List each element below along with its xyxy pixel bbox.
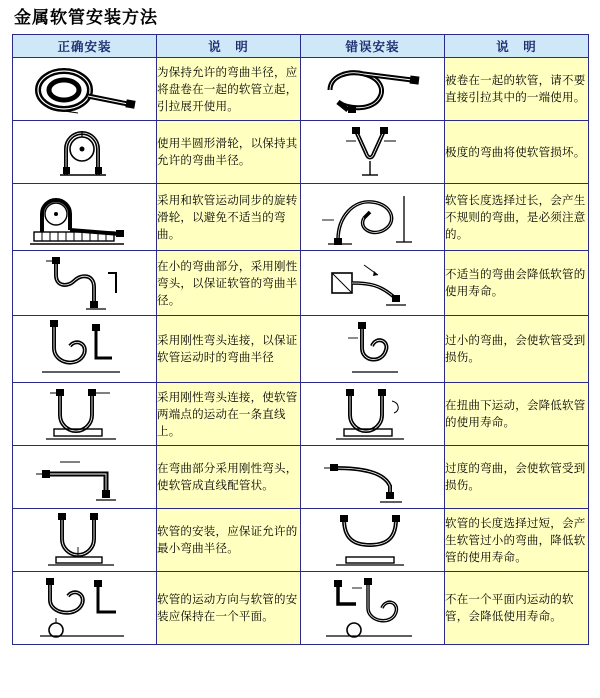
- sharp-bend-hose-figure: [308, 123, 438, 181]
- description-cell-wrong: 被卷在一起的软管，请不要直接引拉其中的一端使用。: [445, 58, 589, 121]
- description-cell-wrong: 不适当的弯曲会降低软管的使用寿命。: [445, 251, 589, 316]
- hose-installation-table: [12, 34, 589, 645]
- out-of-plane-motion-figure: [308, 574, 438, 642]
- figure-cell-wrong: [301, 446, 445, 509]
- figure-cell-correct: [13, 383, 157, 446]
- figure-cell-wrong: [301, 383, 445, 446]
- rigid-bend-small-radius-figure: [20, 253, 150, 313]
- overlong-hose-irregular-bend-figure: [308, 186, 438, 248]
- figure-cell-wrong: [301, 572, 445, 645]
- column-header-correct-description: 说 明: [157, 35, 301, 58]
- semicircular-sheave-figure: [20, 123, 150, 181]
- description-cell-correct: 为保持允许的弯曲半径，应将盘卷在一起的软管立起，引拉展开使用。: [157, 58, 301, 121]
- minimum-bend-radius-install-figure: [20, 511, 150, 569]
- table-row: [13, 383, 589, 446]
- description-cell-correct: 采用刚性弯头连接，以保证软管运动时的弯曲半径: [157, 316, 301, 383]
- rigid-elbow-straight-line-figure: [20, 385, 150, 443]
- straight-piping-rigid-elbow-figure: [20, 448, 150, 506]
- table-header-row: [13, 35, 589, 58]
- coiled-hose-pulled-figure: [308, 60, 438, 118]
- figure-cell-wrong: [301, 58, 445, 121]
- figure-cell-wrong: [301, 184, 445, 251]
- figure-cell-correct: [13, 446, 157, 509]
- synchronized-rotating-sheave-figure: [20, 186, 150, 248]
- page-title: 金属软管安装方法: [14, 8, 158, 28]
- table-row: [13, 121, 589, 184]
- improper-bend-figure: [308, 253, 438, 313]
- table-row: [13, 251, 589, 316]
- figure-cell-wrong: [301, 121, 445, 184]
- column-header-correct-install: 正确安装: [13, 35, 157, 58]
- figure-cell-correct: [13, 509, 157, 572]
- figure-cell-correct: [13, 121, 157, 184]
- description-cell-wrong: 在扭曲下运动，会降低软管的使用寿命。: [445, 383, 589, 446]
- description-cell-correct: 软管的运动方向与软管的安装应保持在一个平面。: [157, 572, 301, 645]
- same-plane-motion-figure: [20, 574, 150, 642]
- description-cell-correct: 采用刚性弯头连接，使软管两端点的运动在一条直线上。: [157, 383, 301, 446]
- description-cell-wrong: 过度的弯曲，会使软管受到损伤。: [445, 446, 589, 509]
- figure-cell-correct: [13, 572, 157, 645]
- column-header-wrong-description: 说 明: [445, 35, 589, 58]
- figure-cell-wrong: [301, 316, 445, 383]
- description-cell-wrong: 不在一个平面内运动的软管，会降低使用寿命。: [445, 572, 589, 645]
- figure-cell-correct: [13, 316, 157, 383]
- description-cell-wrong: 过小的弯曲，会使软管受到损伤。: [445, 316, 589, 383]
- table-row: [13, 58, 589, 121]
- table-row: [13, 446, 589, 509]
- excessive-bend-figure: [308, 448, 438, 506]
- column-header-wrong-install: 错误安装: [301, 35, 445, 58]
- description-cell-correct: 采用和软管运动同步的旋转滑轮，以避免不适当的弯曲。: [157, 184, 301, 251]
- description-cell-correct: 软管的安装，应保证允许的最小弯曲半径。: [157, 509, 301, 572]
- table-row: [13, 572, 589, 645]
- table-row: [13, 184, 589, 251]
- table-row: [13, 316, 589, 383]
- figure-cell-correct: [13, 58, 157, 121]
- figure-cell-correct: [13, 251, 157, 316]
- too-small-bend-figure: [308, 318, 438, 380]
- description-cell-correct: 使用半圆形滑轮，以保持其允许的弯曲半径。: [157, 121, 301, 184]
- table-row: [13, 509, 589, 572]
- description-cell-wrong: 软管的长度选择过短，会产生软管过小的弯曲，降低软管的使用寿命。: [445, 509, 589, 572]
- coiled-hose-standing-figure: [20, 60, 150, 118]
- description-cell-wrong: 极度的弯曲将使软管损坏。: [445, 121, 589, 184]
- too-long-hose-small-bend-figure: [308, 511, 438, 569]
- description-cell-correct: 在小的弯曲部分，采用刚性弯头，以保证软管的弯曲半径。: [157, 251, 301, 316]
- figure-cell-correct: [13, 184, 157, 251]
- rigid-elbow-connection-figure: [20, 318, 150, 380]
- twisting-motion-figure: [308, 385, 438, 443]
- figure-cell-wrong: [301, 251, 445, 316]
- description-cell-wrong: 软管长度选择过长，会产生不规则的弯曲，是必须注意的。: [445, 184, 589, 251]
- description-cell-correct: 在弯曲部分采用刚性弯头，使软管成直线配管状。: [157, 446, 301, 509]
- figure-cell-wrong: [301, 509, 445, 572]
